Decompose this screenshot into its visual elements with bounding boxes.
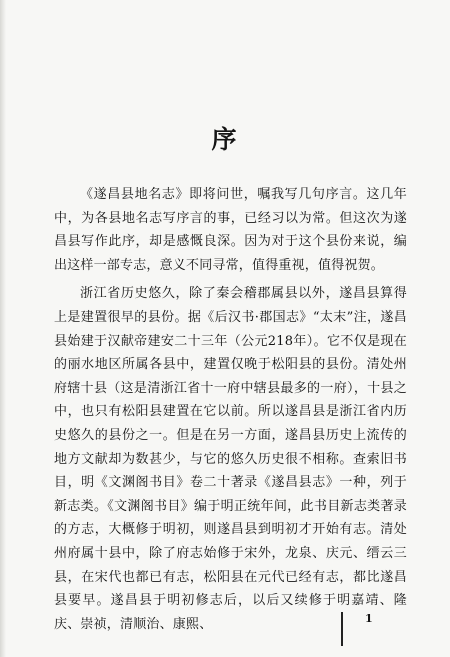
paragraph-1: 《遂昌县地名志》即将问世，嘱我写几句序言。这几年中，为各县地名志写序言的事，已经习以为常。但这次为遂昌县写作此序，却是感慨良深。因为对于这个县份来说，编出这样一部专志，意义不同寻常，值得重视，值得祝贺。: [54, 187, 407, 273]
scan-edge-shadow: [0, 0, 6, 657]
page-title: 序: [211, 125, 239, 154]
scan-mark: [341, 612, 343, 646]
paragraph-2: 浙江省历史悠久，除了秦会稽郡属县以外，遂昌县算得上是建置很早的县份。据《后汉书·郡国志》“太末”注，遂昌县始建于汉献帝建安二十三年（公元218年）。它不仅是现在的丽水地区所属各县中，建置仅晚于松阳县的县份。清处州府辖十县（这是清浙江省十一府中辖县最多的一府），十县之中，也只有松阳县建置在它以前。所以遂昌县是浙江省内历史悠久的县份之一。但是在另一方面，遂昌县历史上流传的地方文献却为数甚少，与它的悠久历史很不相称。查索旧书目，明《文渊阁书目》卷二十著录《遂昌县志》一种，列于新志类。《文渊阁书目》编于明正统年间，此书目新志类著录的方志，大概修于明初，则遂昌县到明初才开始有志。清处州府属十县中，除了府志始修于宋外，龙泉、庆元、缙云三县，在宋代也都已有志，松阳县在元代已经有志，都比遂昌县要早。遂昌县于明初修志后，以后又续修于明嘉靖、隆庆、崇祯，清顺治、康熙、: [54, 286, 407, 632]
body-text: [54, 183, 407, 641]
page-number: 1: [365, 612, 373, 625]
